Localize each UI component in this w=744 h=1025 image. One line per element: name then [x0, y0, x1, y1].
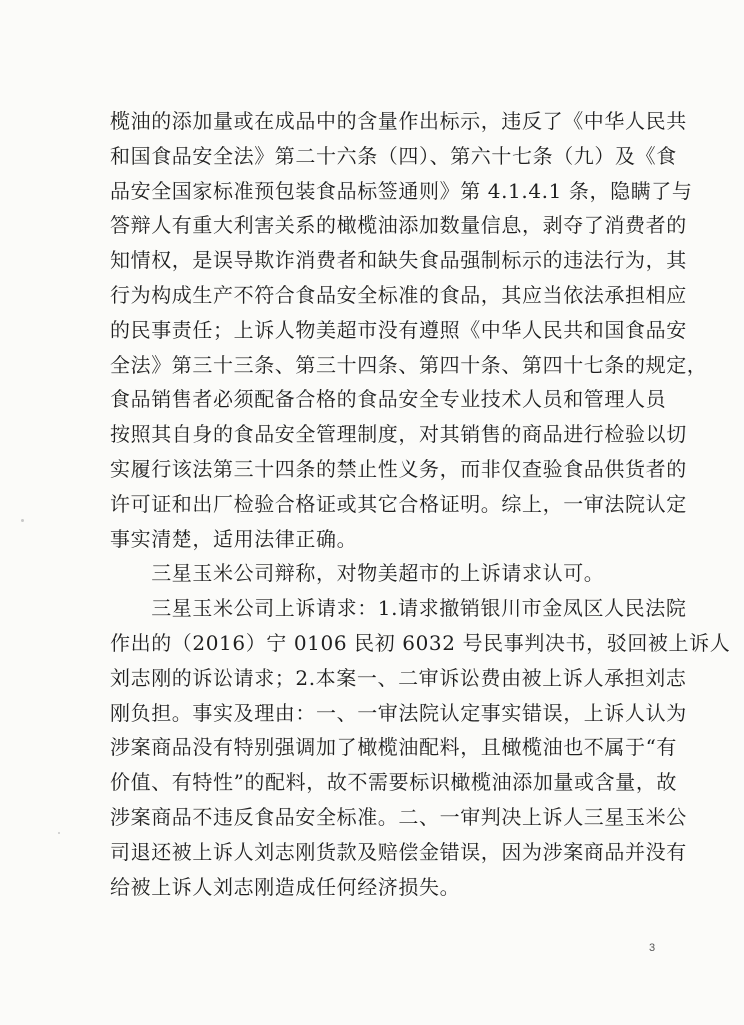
text-line: 行为构成生产不符合食品安全标准的食品，其应当依法承担相应 [110, 282, 687, 307]
text-line: 和国食品安全法》第二十六条（四）、第六十七条（九）及《食 [110, 143, 677, 168]
body-text [110, 104, 731, 904]
scan-speck [21, 519, 24, 522]
text-line: 榄油的添加量或在成品中的含量作出标示，违反了《中华人民共 [110, 109, 687, 133]
text-line: 的民事责任；上诉人物美超市没有遵照《中华人民共和国食品安 [110, 317, 687, 342]
text-line: 三星玉米公司辩称，对物美超市的上诉请求认可。 [110, 561, 605, 586]
text-line: 涉案商品不违反食品安全标准。二、一审判决上诉人三星玉米公 [110, 804, 687, 829]
text-line: 全法》第三十三条、第三十四条、第四十条、第四十七条的规定， [110, 352, 708, 377]
text-line: 刘志刚的诉讼请求；2.本案一、二审诉讼费由被上诉人承担刘志 [110, 665, 687, 690]
text-line: 按照其自身的食品安全管理制度，对其销售的商品进行检验以切 [110, 422, 687, 447]
text-line: 作出的（2016）宁 0106 民初 6032 号民事判决书，驳回被上诉人 [110, 630, 731, 655]
text-line: 答辩人有重大利害关系的橄榄油添加数量信息，剥夺了消费者的 [110, 213, 687, 238]
text-line: 许可证和出厂检验合格证或其它合格证明。综上，一审法院认定 [110, 491, 687, 516]
text-line: 三星玉米公司上诉请求：1.请求撤销银川市金凤区人民法院 [110, 596, 687, 621]
text-line: 品安全国家标准预包装食品标签通则》第 4.1.4.1 条，隐瞒了与 [110, 178, 693, 203]
text-line: 涉案商品没有特别强调加了橄榄油配料，且橄榄油也不属于“有 [110, 735, 678, 760]
text-line: 司退还被上诉人刘志刚货款及赔偿金错误，因为涉案商品并没有 [110, 839, 687, 864]
text-line: 知情权，是误导欺诈消费者和缺失食品强制标示的违法行为，其 [110, 248, 687, 273]
page-number: 3 [649, 942, 656, 954]
text-line: 给被上诉人刘志刚造成任何经济损失。 [110, 874, 461, 899]
text-line: 价值、有特性”的配料，故不需要标识橄榄油添加量或含量，故 [110, 770, 678, 795]
text-line: 食品销售者必须配备合格的食品安全专业技术人员和管理人员 [110, 387, 667, 412]
scan-speck [58, 832, 60, 834]
text-line: 刚负担。事实及理由：一、一审法院认定事实错误，上诉人认为 [110, 700, 687, 725]
text-line: 实履行该法第三十四条的禁止性义务，而非仅查验食品供货者的 [110, 456, 687, 481]
text-line: 事实清楚，适用法律正确。 [110, 526, 358, 551]
